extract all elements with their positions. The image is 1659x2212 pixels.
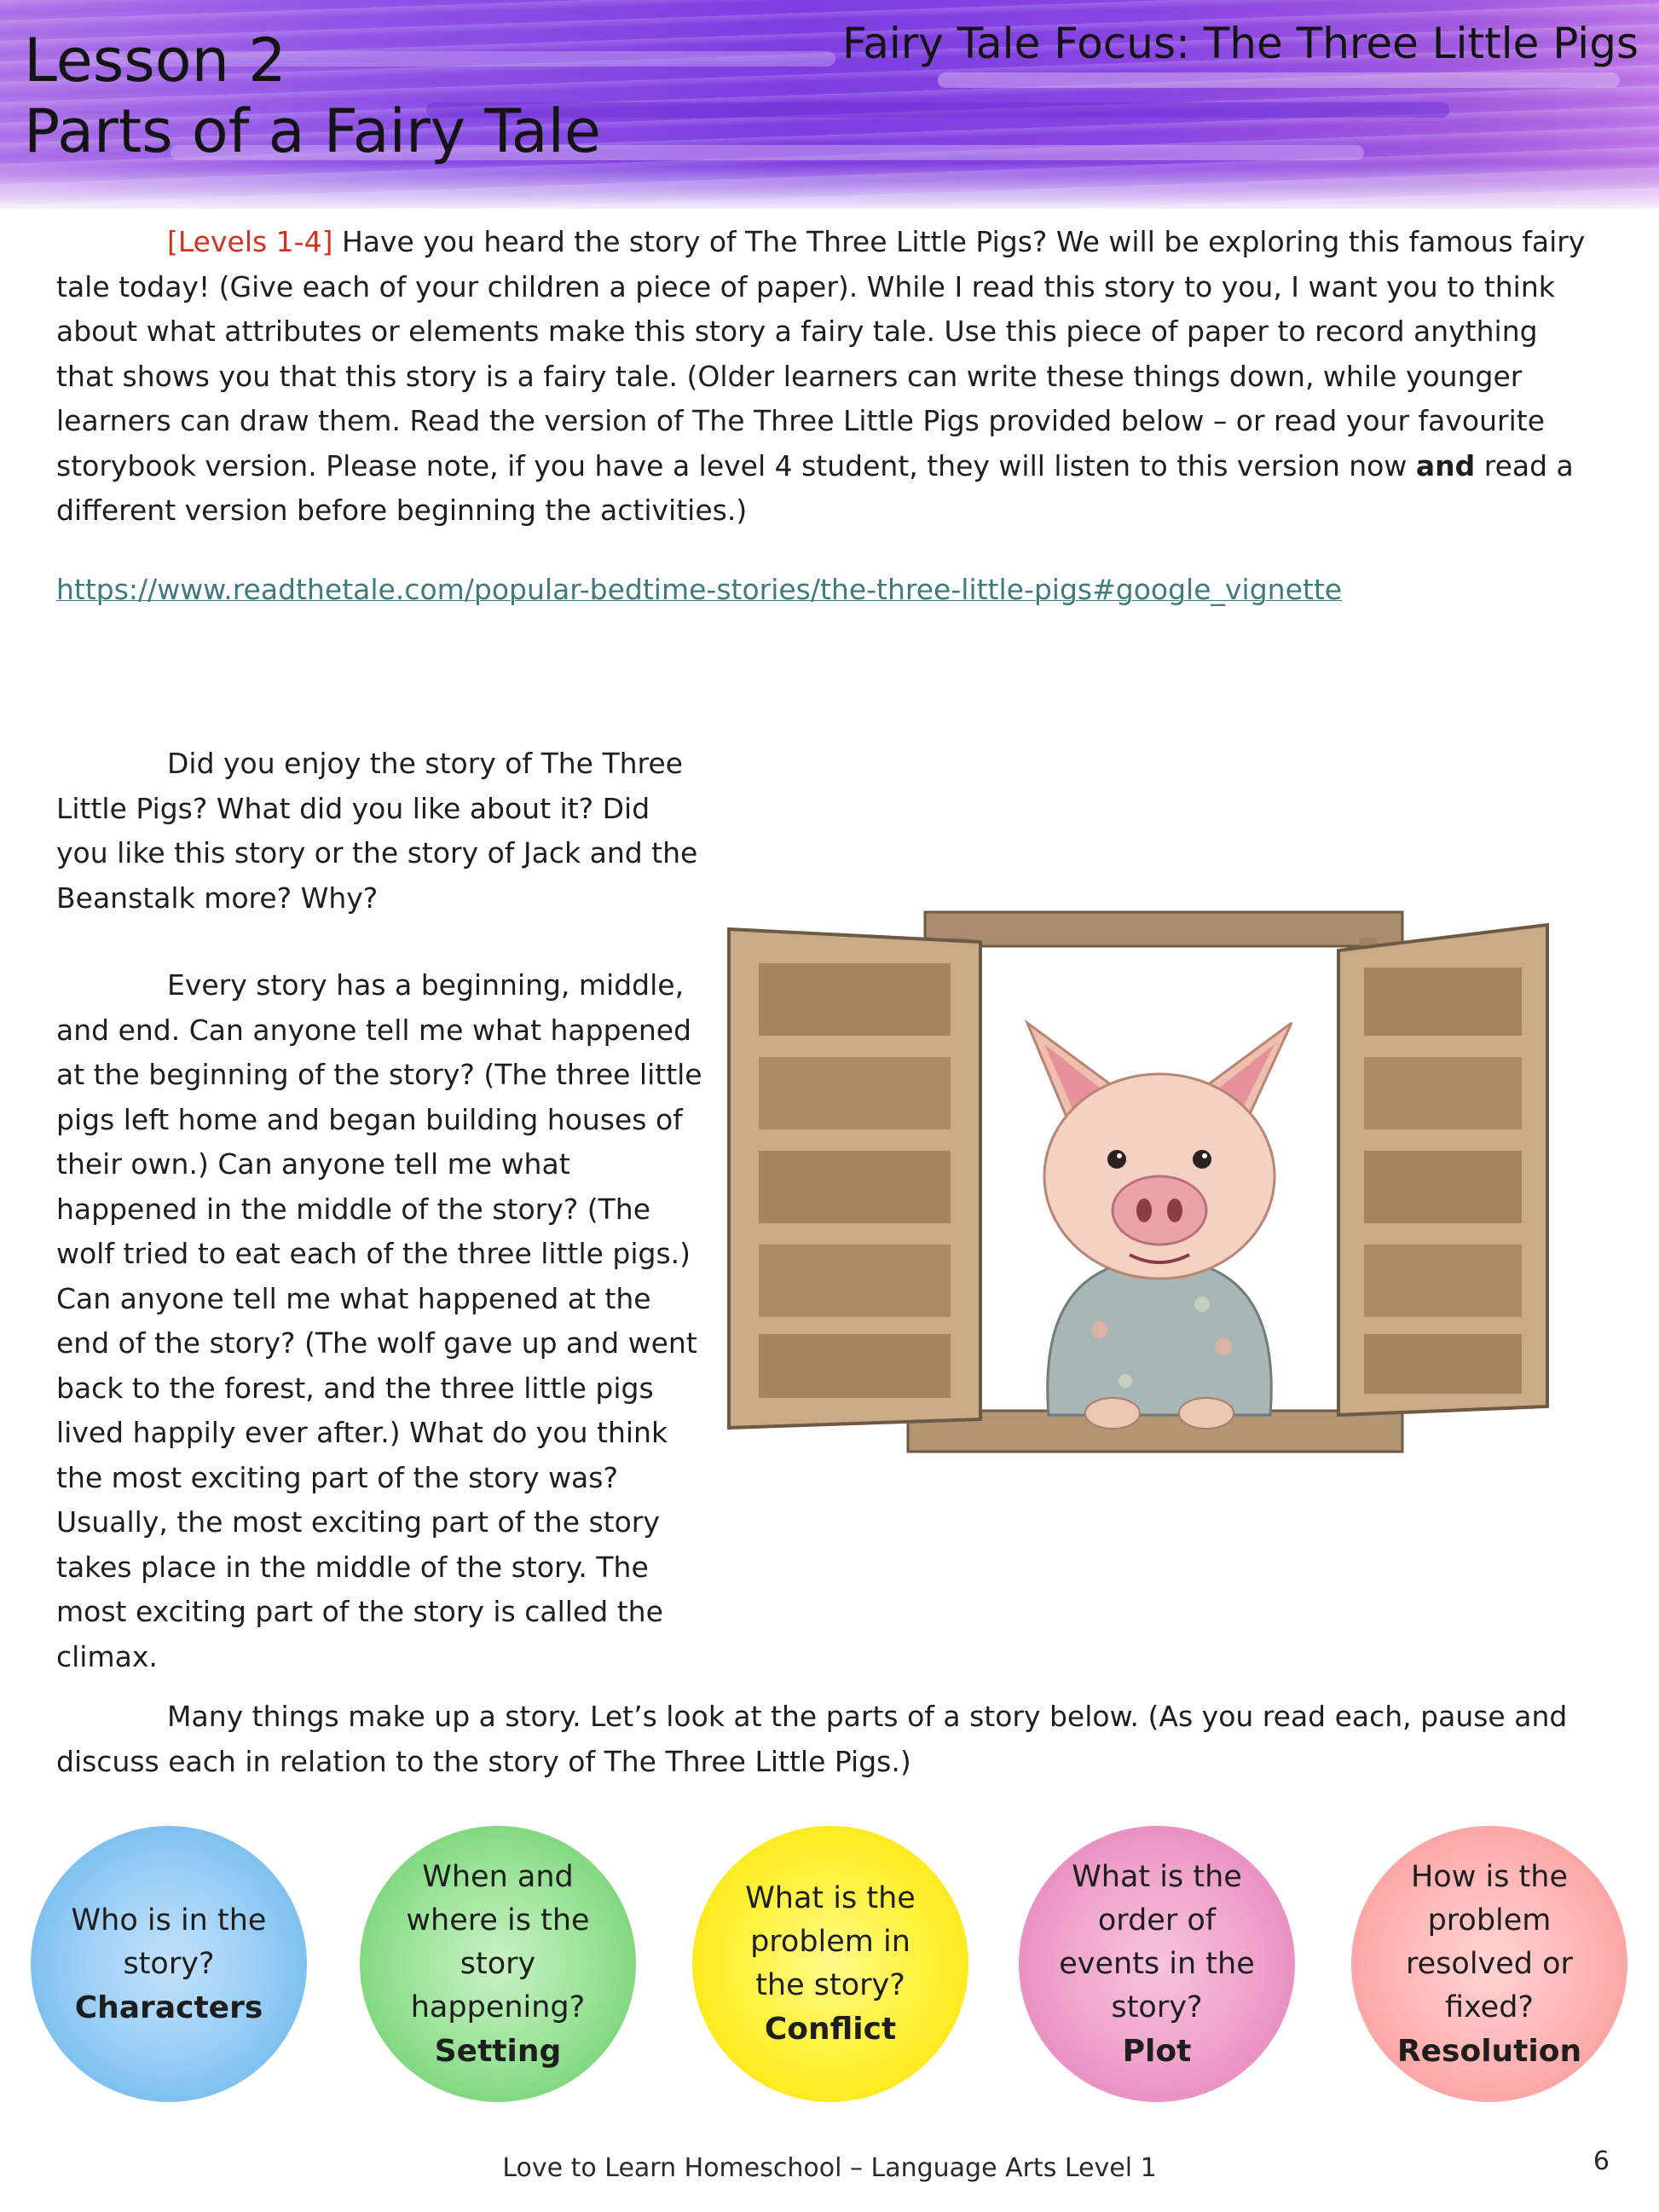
story-part-question: Who is in the story? bbox=[71, 1903, 267, 1981]
lesson-subtitle: Parts of a Fairy Tale bbox=[24, 95, 601, 166]
intro-paragraph bbox=[56, 220, 1591, 534]
page-footer: Love to Learn Homeschool – Language Arts Level 1 bbox=[502, 2153, 1157, 2183]
lesson-heading bbox=[24, 26, 601, 166]
story-part-answer: Setting bbox=[434, 2033, 562, 2069]
fairy-tale-focus: Fairy Tale Focus: The Three Little Pigs bbox=[842, 19, 1639, 68]
story-part-question: How is the problem resolved or fixed? bbox=[1406, 1859, 1573, 2024]
pig-jacket bbox=[1048, 1257, 1272, 1415]
story-part-answer: Characters bbox=[74, 1990, 263, 2025]
page-number: 6 bbox=[1593, 2146, 1610, 2176]
pig-in-window-illustration bbox=[725, 904, 1581, 1500]
right-shutter bbox=[1338, 925, 1547, 1415]
window-frame-top bbox=[925, 912, 1402, 946]
left-shutter bbox=[729, 929, 980, 1428]
lesson-number: Lesson 2 bbox=[24, 26, 286, 95]
story-part-answer: Plot bbox=[1122, 2033, 1192, 2069]
story-part-resolution bbox=[1351, 1826, 1627, 2102]
story-part-conflict bbox=[692, 1826, 968, 2102]
story-part-question: When and where is the story happening? bbox=[406, 1859, 590, 2024]
story-part-answer: Conflict bbox=[764, 2012, 897, 2047]
story-structure-paragraph: Every story has a beginning, middle, and end. Can anyone tell me what happened at the beginning of the story? (The three little pigs left home and began building houses of their own.) Can anyone tell me what happened in the middle of the story? (The wolf tried to eat each of the three little pigs.) Can anyone tell me what happened at the end of the story? (The wolf gave up and went back to the forest, and the three little pigs lived happily ever after.) What do you think the most exciting part of the story was? Usually, the most exciting part of the story takes place in the middle of the story. The most exciting part of the story is called the climax. bbox=[56, 968, 702, 1673]
story-part-question: What is the order of events in the story? bbox=[1059, 1859, 1255, 2024]
story-part-plot bbox=[1019, 1826, 1295, 2102]
story-part-characters bbox=[31, 1826, 307, 2102]
intro-bold-word: and bbox=[1415, 448, 1476, 482]
story-part-setting bbox=[360, 1826, 636, 2102]
story-part-question: What is the problem in the story? bbox=[745, 1881, 916, 2002]
banner-streak bbox=[938, 72, 1620, 88]
intro-text-end: read a different version before beginning the activities.) bbox=[56, 448, 1574, 527]
pig-snout bbox=[1113, 1176, 1206, 1245]
parts-intro-paragraph: Many things make up a story. Let’s look at the parts of a story below. (As you read each, pause and discuss each in relation to the story of The Three Little Pigs.) bbox=[56, 1700, 1568, 1778]
header-banner bbox=[0, 0, 1659, 209]
story-link[interactable]: https://www.readthetale.com/popular-bedtime-stories/the-three-little-pigs#google_vignette bbox=[56, 573, 1343, 606]
story-part-answer: Resolution bbox=[1396, 2033, 1582, 2069]
levels-tag: [Levels 1-4] bbox=[167, 225, 333, 258]
intro-text: Have you heard the story of The Three Little Pigs? We will be exploring this famous fairy tale today! (Give each of your children a piece of paper). While I read this story to you, I want you to think about what attributes or elements make this story a fairy tale. Use this piece of paper to record anything that shows you that this story is a fairy tale. (Older learners can write these things down, while younger learners can draw them. Read the version of The Three Little Pigs provided below – or read your favourite storybook version. Please note, if you have a level 4 student, they will listen to this version now bbox=[56, 225, 1586, 482]
enjoy-paragraph: Did you enjoy the story of The Three Little Pigs? What did you like about it? Did you like this story or the story of Jack and the Beanstalk more? Why? bbox=[56, 747, 698, 915]
